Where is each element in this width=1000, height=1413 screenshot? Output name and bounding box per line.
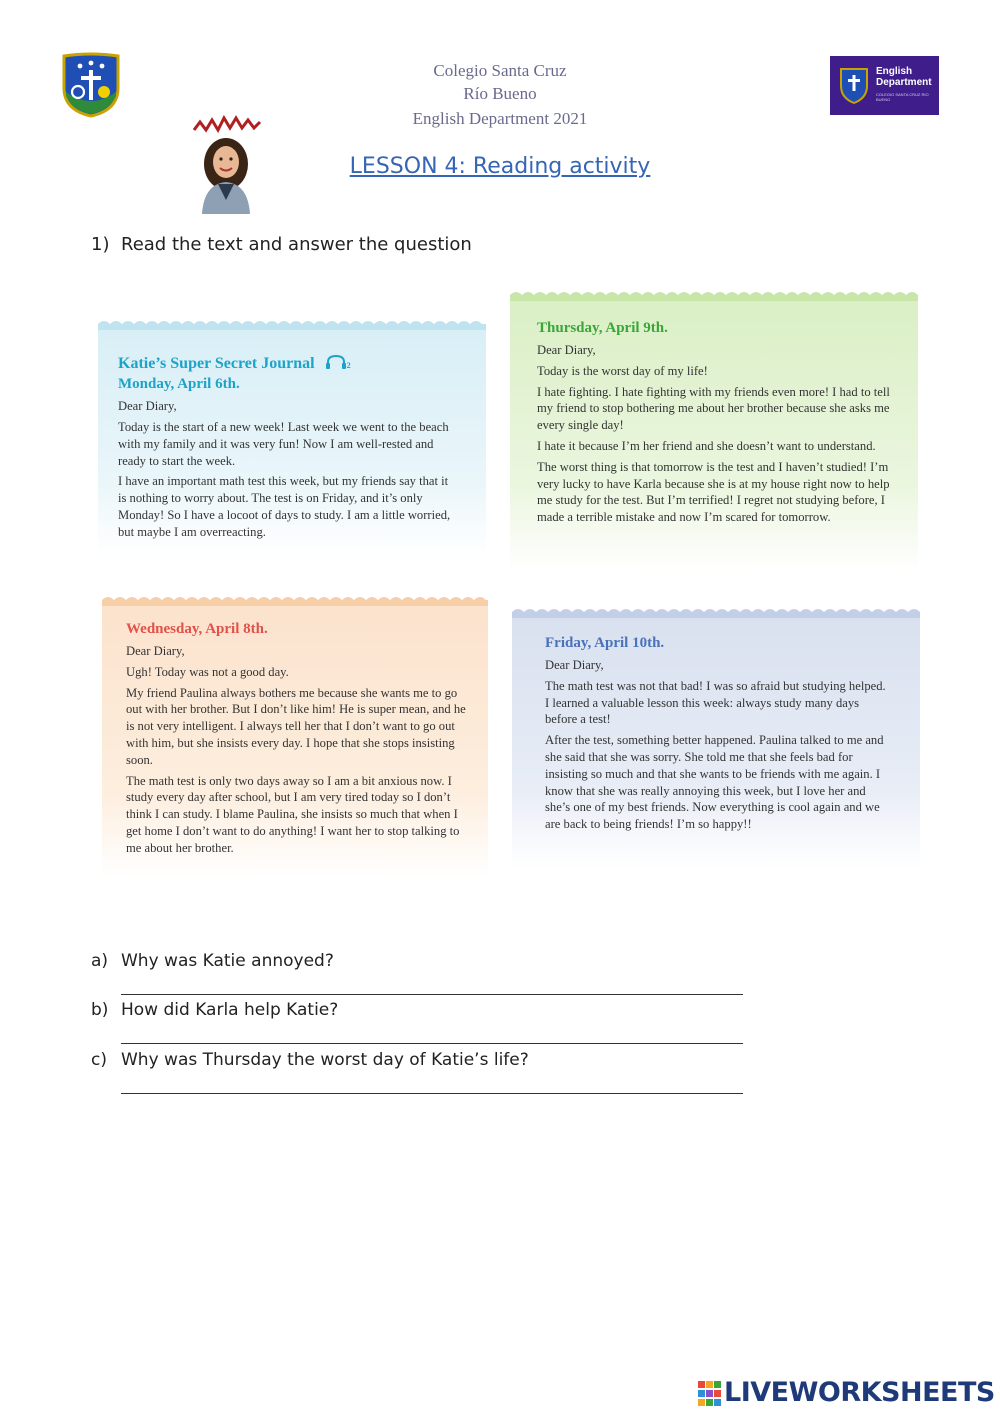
journal-card-monday bbox=[98, 318, 486, 554]
badge-title-1: English bbox=[876, 66, 913, 77]
journal-paragraph: The math test is only two days away so I am a bit anxious now. I study every day after school, but I am very tired today so I don’t think I can study. I blame Paulina, she insists so much that when I get home I don’t want to do anything! I want her to stop talking to me about her brother. bbox=[126, 773, 460, 855]
scallop-edge bbox=[510, 289, 918, 301]
teacher-avatar-icon bbox=[188, 112, 266, 214]
question-c bbox=[91, 1050, 529, 1070]
liveworksheets-brand-text: LIVEWORKSHEETS bbox=[724, 1377, 995, 1408]
headphones-icon[interactable] bbox=[325, 354, 347, 375]
badge-title-2: Department bbox=[876, 77, 932, 88]
journal-greeting: Dear Diary, bbox=[118, 399, 177, 414]
journal-paragraph: After the test, something better happened. Paulina talked to me and she said that she was sorry. She told me that she feels bad for insisting so much and that she wants to be friends with me again. I know that she was really annoying this week, but I love her and she’s one of my best friends. Now everything is cool again and we are back to being friends! I’m so happy!! bbox=[545, 733, 884, 832]
journal-card-thursday bbox=[510, 289, 918, 571]
answer-field-a[interactable] bbox=[121, 994, 743, 995]
journal-date-wednesday: Wednesday, April 8th. bbox=[126, 621, 268, 637]
journal-paragraph: I hate it because I’m her friend and she doesn’t want to understand. bbox=[537, 438, 876, 453]
badge-subtitle: COLEGIO SANTA CRUZ RIO BUENO bbox=[876, 92, 929, 102]
journal-date-thursday: Thursday, April 9th. bbox=[537, 320, 668, 336]
journal-paragraph: The worst thing is that tomorrow is the test and I haven’t studied! I’m very lucky to have Karla because she is at my house right now to help me study for the test. But I’m terrified! I regret not studying before, I made a terrible mistake and now I’m scared for tomorrow. bbox=[537, 459, 890, 525]
answer-field-c[interactable] bbox=[121, 1093, 743, 1094]
journal-greeting: Dear Diary, bbox=[126, 644, 185, 658]
journal-greeting: Dear Diary, bbox=[537, 343, 596, 357]
audio-track-number: 2 bbox=[346, 361, 351, 371]
scallop-edge bbox=[512, 606, 920, 618]
question-label: b) bbox=[91, 1000, 109, 1020]
school-city: Río Bueno bbox=[463, 84, 537, 103]
instruction-text: Read the text and answer the question bbox=[121, 234, 472, 255]
journal-date-friday: Friday, April 10th. bbox=[545, 635, 665, 651]
scallop-edge bbox=[102, 594, 488, 606]
school-name: Colegio Santa Cruz bbox=[433, 61, 567, 80]
question-b bbox=[91, 1000, 338, 1020]
instruction-number: 1) bbox=[91, 234, 110, 255]
journal-date-monday: Monday, April 6th. bbox=[118, 376, 240, 393]
journal-paragraph: Today is the start of a new week! Last week we went to the beach with my family and it was very fun! Now I am well-rested and ready to start the week. bbox=[118, 419, 449, 468]
journal-card-wednesday bbox=[102, 594, 488, 876]
journal-title: Katie’s Super Secret Journal bbox=[118, 355, 315, 373]
question-text: Why was Thursday the worst day of Katie’s life? bbox=[121, 1050, 529, 1070]
journal-paragraph: I have an important math test this week, but my friends say that it is nothing to worry about. The test is on Friday, and it’s only Monday! So I have a locoot of days to study. I am a little worried, but maybe I am overreacting. bbox=[118, 474, 451, 539]
school-crest-icon bbox=[60, 52, 122, 118]
journal-paragraph: Today is the worst day of my life! bbox=[537, 363, 708, 378]
lesson-title: LESSON 4: Reading activity bbox=[349, 154, 651, 179]
journal-paragraph: Ugh! Today was not a good day. bbox=[126, 664, 289, 679]
question-a bbox=[91, 951, 334, 971]
liveworksheets-grid-icon bbox=[698, 1381, 722, 1407]
scallop-edge bbox=[98, 318, 486, 330]
department-year: English Department 2021 bbox=[412, 109, 588, 128]
question-text: How did Karla help Katie? bbox=[121, 1000, 339, 1020]
journal-greeting: Dear Diary, bbox=[545, 658, 604, 672]
journal-paragraph: I hate fighting. I hate fighting with my friends even more! I had to tell my friend to stop bothering me about her brother because she asks me every single day! bbox=[537, 384, 890, 433]
english-department-badge bbox=[830, 56, 939, 115]
journal-paragraph: My friend Paulina always bothers me because she wants me to go out with her brother. But I don’t like him! He is super mean, and he is not very intelligent. I always tell her that I don’t want to go out with him, but she insists every day. I hope that she stops insisting soon. bbox=[126, 685, 466, 767]
journal-card-friday bbox=[512, 606, 920, 868]
question-text: Why was Katie annoyed? bbox=[121, 951, 334, 971]
instruction bbox=[91, 234, 472, 255]
answer-field-b[interactable] bbox=[121, 1043, 743, 1044]
journal-paragraph: The math test was not that bad! I was so afraid but studying helped. I learned a valuable lesson this week: always study many days before a test! bbox=[545, 678, 886, 727]
question-label: a) bbox=[91, 951, 109, 971]
question-label: c) bbox=[91, 1050, 107, 1070]
